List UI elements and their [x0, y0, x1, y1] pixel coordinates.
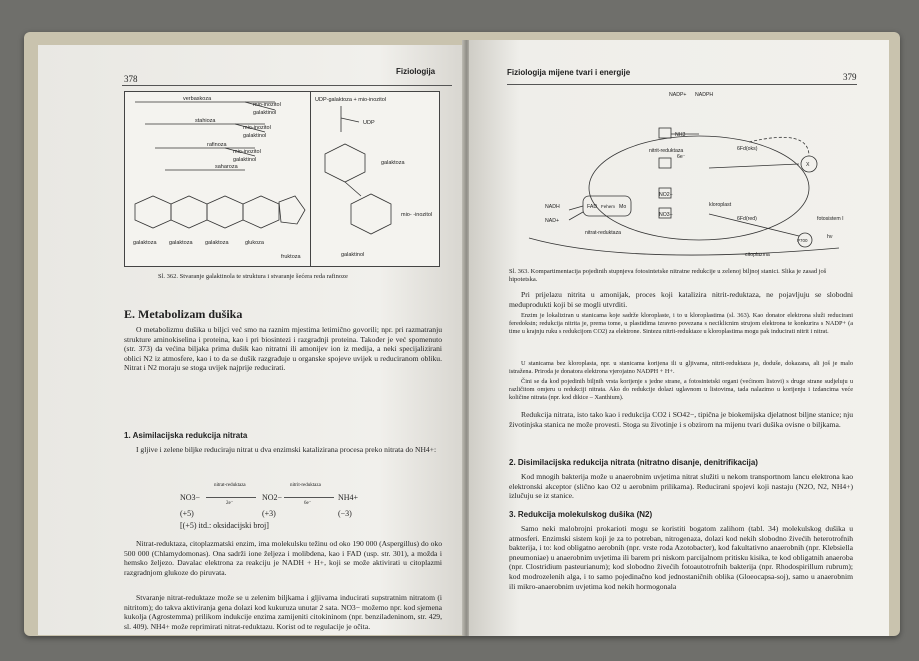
page-number-left: 378	[124, 74, 138, 84]
header-rule-right	[507, 84, 857, 85]
eq-nh4: NH4+	[338, 493, 359, 502]
eq-no3: NO3−	[180, 493, 201, 502]
caption-362: Sl. 362. Stvaranje galaktinola te struktura i stvaranje šećera reda rafinoze	[158, 273, 348, 280]
fig-nadp-plus: NADP+	[669, 92, 687, 98]
nitrate-reduction-compartment-diagram	[509, 88, 855, 264]
fig-kloroplast: kloroplast	[709, 202, 732, 208]
running-head-left: Fiziologija	[396, 67, 436, 76]
mio-inozitol-label: mio- -inozitol	[401, 212, 433, 218]
ring-glukoza: glukoza	[245, 240, 264, 246]
fig-hv: hν	[827, 234, 833, 240]
fig-no2: NO2−	[659, 192, 673, 198]
left-page	[38, 45, 464, 635]
ring-galaktoza-1: galaktoza	[133, 240, 157, 246]
label-mio-inozitol-2: mio-inozitol	[243, 125, 271, 131]
fig-no3: NO3−	[659, 212, 673, 218]
fig-p700: P700	[797, 238, 808, 243]
small-paragraph-1: Enzim je lokaliziran u stanicama koje sadrže kloroplaste, i to u kloroplastima (sl. 363). Kao donator elektrona služi reducirani feredoksin; redukcija nitrita je, prema tome, u plastidima izravno povezana s neciklicnim strujom elektrona te konkurira s NADP+ (a time u krajnju ruku s redukcijom CO2) za elektrone. Sintezu nitrit-reduktaze u kloroplastima mogu pak inducirati nitrit i nitrat.	[509, 312, 853, 335]
eq-electrons-1: 2e⁻	[226, 501, 234, 506]
fig-nadh: NADH	[545, 204, 560, 210]
fig-mo: Mo	[619, 204, 627, 210]
fig-nitrit-reduktaza: nitrit-reduktaza	[649, 148, 684, 154]
label-galaktinol-2: galaktinol	[243, 133, 267, 139]
ring-galaktoza-3: galaktoza	[205, 240, 229, 246]
fig-nadph: NADPH	[695, 92, 714, 98]
eq-ox-1: (+5)	[180, 509, 194, 518]
fig-fd-oks: 6Fd(oks)	[737, 146, 758, 152]
caption-363: Sl. 363. Kompartimentacija pojedinih stupnjeva fotosintetske nitratne redukcije u zelenoj biljnoj stanici. Slika je zasad još hipotetska.	[509, 268, 827, 283]
intro-paragraph: O metabolizmu dušika u biljci već smo na raznim mjestima letimično govorili; npr. pri razmatranju strukture aminokiselina i proteina, kao i pri biosintezi i razgradnji proteina. Također je već spomenuto (str. 373) da većina biljaka prima dušik kao nitratni ili amonijev ion iz medija, a neki specijalizirani oblici N2 iz atmosfere, kao i to da se dušik razgrađuje u organske spojeve uvijek u reduciranom obliku. Nitrat i N2 moraju se stoga uvijek najprije reducirati.	[124, 325, 442, 373]
eq-ox-2: (+3)	[262, 509, 276, 518]
raffinose-series-diagram	[125, 92, 311, 266]
fig-fehem: Fehem	[601, 204, 616, 209]
galaktoza-label: galaktoza	[381, 160, 405, 166]
figure-363	[509, 88, 855, 264]
fig-nitrat-reduktaza: nitrat-reduktaza	[585, 230, 622, 236]
sub2-paragraph: Kod mnogih bakterija može u anaerobnim uvjetima nitrat služiti u nekom transportnom lancu elektrona kao elektronski akceptor (slično kao O2 u aerobnim prilikama). Reducirani spojevi koji nastaju (N2O, N2, NH4+) izlučuju se iz stanice.	[509, 472, 853, 501]
eq-electrons-2: 6e⁻	[304, 501, 312, 506]
running-head-right: Fiziologija mijene tvari i energije	[507, 68, 631, 77]
galactinol-synthesis-diagram	[311, 92, 439, 266]
subsection-3-title: 3. Redukcija molekulskog dušika (N2)	[509, 510, 653, 519]
eq-enzyme-1: nitrat-reduktaza	[214, 483, 246, 488]
eq-ox-3: (−3)	[338, 509, 352, 518]
right-paragraph-2: Redukcija nitrata, isto tako kao i redukcija CO2 i SO42−, tipična je biokemijska djelatnost biljne stanice; nju životinjska stanica ne može provesti. Stoga su životinje i s obzirom na mijenu tvari dušika ovisne o biljkama.	[509, 410, 853, 429]
sub1-paragraph-3: Stvaranje nitrat-reduktaze može se u zelenim biljkama i gljivama inducirati supstratnim nitratom (i nitritom); do takva aktiviranja gena dolazi kod kukuruza unutar 2 sata. NO3− možemo npr. kod sjemena kukolja (Agrostemma) prilikom indukcije enzima zamijeniti citokininom (npr. benziladeninom, str. 429, sl. 409). NH4+ može reprimirati nitrat-reduktazu. Korist od te regulacije je očita.	[124, 593, 442, 631]
fig-nad: NAD+	[545, 218, 559, 224]
ring-galaktoza-2: galaktoza	[169, 240, 193, 246]
galaktinol-label: galaktinol	[341, 252, 365, 258]
label-saharoza: saharoza	[215, 164, 238, 170]
eq-no2: NO2−	[262, 493, 283, 502]
udp-label: UDP	[363, 120, 375, 126]
arrow-2	[284, 497, 334, 498]
eq-enzyme-2: nitrit-reduktaza	[290, 483, 321, 488]
sub1-paragraph-2: Nitrat-reduktaza, citoplazmatski enzim, ima molekulsku težinu od oko 190 000 (Aspergillus) do oko 500 000 (Chlamydomonas). Ona sadrži ione željeza i molibdena, kao i FAD (usp. str. 301), a možda i hemsko željezo. Davalac elektrona za reakciju je NADH + H+, koji se može aktivirati u citoplazmi razgradnjom glukoze do piruvata.	[124, 539, 442, 577]
page-number-right: 379	[843, 72, 857, 82]
udp-galaktoza-title: UDP-galaktoza + mio-inozitol	[315, 97, 387, 103]
fig-fd-red: 6Fd(red)	[737, 216, 757, 222]
label-galaktinol-1: galaktinol	[253, 110, 277, 116]
section-title: E. Metabolizam dušika	[124, 307, 243, 321]
figure-362-right-panel	[310, 91, 440, 267]
ring-fruktoza: fruktoza	[281, 254, 301, 260]
label-mio-inozitol-1: mio-inozitol	[253, 102, 281, 108]
header-rule	[122, 85, 452, 86]
fig-citoplazma: citoplazma	[745, 252, 770, 258]
fig-fotosistem: fotosistem I	[817, 216, 844, 222]
sub1-paragraph-1: I gljive i zelene biljke reduciraju nitrat u dva enzimski katalizirana procesa preko nitrata do NH4+:	[136, 445, 437, 454]
fig-6e: 6e⁻	[677, 154, 686, 160]
figure-362-left-panel	[124, 91, 312, 267]
label-mio-inozitol-3: mio-inozitol	[233, 149, 261, 155]
fig-x: X	[806, 162, 810, 168]
right-paragraph-1: Pri prijelazu nitrita u amonijak, proces koji katalizira nitrit-reduktaza, ne pojavljuju se slobodni međuprodukti koji bi se mogli utvrditi.	[509, 290, 853, 309]
small-paragraph-3: Čini se da kod pojedinih biljnih vrsta korijenje s jedne strane, a fotosintetski organi (većinom listovi) s druge strane sudjeluju u različitom omjeru u redukciji nitrata. Ako do redukcije dolazi uglavnom u listovima, tada nalazimo u korijenju i izdancima većе količine nitrata (npr. kod dikice – Xanthium).	[509, 378, 853, 401]
fig-nh3: NH3	[675, 132, 686, 138]
small-paragraph-2: U stanicama bez kloroplasta, npr. u stanicama korijena ili u gljivama, nitrit-reduktaza je, doduše, dokazana, ali još je malo istražena. Priroda je donatora elektrona vjerojatno NADPH + H+.	[509, 360, 853, 375]
subsection-1-title: 1. Asimilacijska redukcija nitrata	[124, 431, 248, 440]
sub3-paragraph: Samo neki malobrojni prokarioti mogu se koristiti bogatom zalihom (tabl. 34) molekulskog dušika u atmosferi. Enzimski sistem koji je za to potreban, nitrogenaza, dolazi kod nekih slobodno živećih heterotrofnih bakterija, i to: kod obligatno aerobnih (npr. vrste roda Azotobacter), kod fakultativno anaerobnih (npr. Klebsiella pneumoniae) u anaerobnim uvjetima ili barem pri niskom parcijalnom pritisku kisika, te kod obligatnih anaeroba (npr. Clostridium pasteurianum); kod slobodno živećih fotoautotrofnih bakterija (npr. Rhodospirillum rubrum); kod modrozelenih alga, i to samo pojedinačno kod jednostaničnih oblika (Gloeocapsa-soj), samo u anaerobnim ili mikro-anaerobnim uvjetima kod nekih hormogonala	[509, 524, 853, 591]
fig-fad: FAD	[587, 204, 598, 210]
arrow-1	[206, 497, 256, 498]
right-page	[469, 40, 889, 636]
label-galaktinol-3: galaktinol	[233, 157, 257, 163]
label-verbaskoza: verbaskoza	[183, 96, 212, 102]
label-stahioza: stahioza	[195, 118, 216, 124]
eq-note: [(+5) itd.: oksidacijski broj]	[180, 521, 269, 530]
subsection-2-title: 2. Disimilacijska redukcija nitrata (nitratno disanje, denitrifikacija)	[509, 458, 758, 467]
label-rafinoza: rafinoza	[207, 142, 227, 148]
